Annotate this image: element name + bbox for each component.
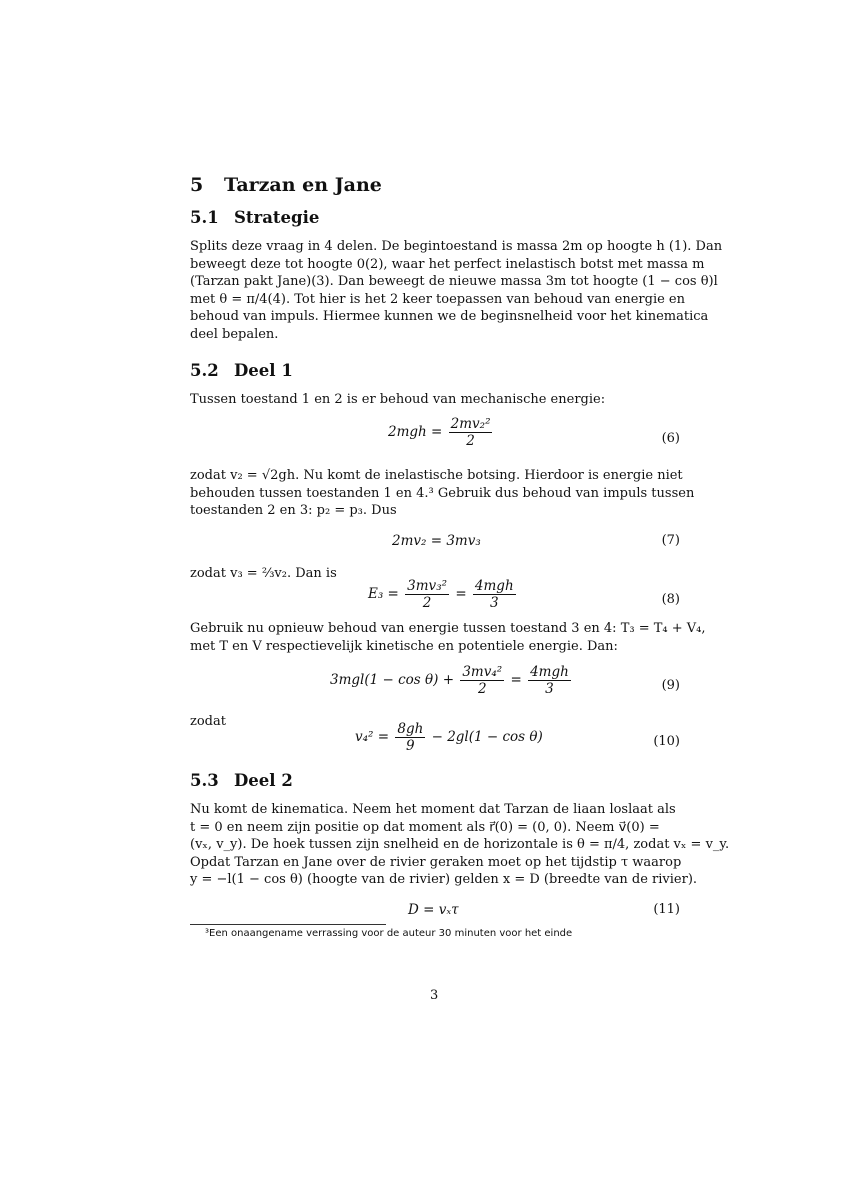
- text-line: (Tarzan pakt Jane)(3). Dan beweegt de nieuwe massa 3m tot hoogte (1 − cos θ)l: [190, 274, 718, 289]
- text-line: beweegt deze tot hoogte 0(2), waar het perfect inelastisch botst met massa m: [190, 257, 705, 272]
- text-line: toestanden 2 en 3: p₂ = p₃. Dus: [190, 503, 397, 518]
- text-line: t = 0 en neem zijn positie op dat moment als r⃗(0) = (0, 0). Neem v⃗(0) =: [190, 820, 660, 835]
- text-line: zodat v₂ = √2gh. Nu komt de inelastische botsing. Hierdoor is energie niet: [190, 468, 683, 483]
- text-line: zodat: [190, 714, 226, 729]
- text-line: Tussen toestand 1 en 2 is er behoud van mechanische energie:: [190, 392, 606, 407]
- text-line: Nu komt de kinematica. Neem het moment dat Tarzan de liaan loslaat als: [190, 802, 676, 817]
- text-line: Opdat Tarzan en Jane over de rivier geraken moet op het tijdstip τ waarop: [190, 855, 682, 870]
- equation-9: 3mgl(1 − cos θ) + $\frac{\text{3mv₄²}}{2}$ = $\frac{\text{4mgh}}{3}$: [330, 664, 569, 697]
- text-line: met θ = π/4(4). Tot hier is het 2 keer toepassen van behoud van energie en: [190, 292, 685, 307]
- text-line: behoud van impuls. Hiermee kunnen we de beginsnelheid voor het kinematica: [190, 309, 709, 324]
- equation-number: (9): [661, 678, 680, 693]
- footnote: ³Een onaangename verrassing voor de auteur 30 minuten voor het einde: [205, 928, 573, 939]
- footnote-rule: [190, 924, 386, 925]
- equation-8: E₃ = $\frac{\text{3mv₃²}}{2}$ = $\frac{\text{4mgh}}{3}$: [368, 578, 514, 611]
- fraction: $\frac{\text{3mv₄²}}{2}$: [462, 664, 503, 697]
- text-line: met T en V respectievelijk kinetische en potentiele energie. Dan:: [190, 639, 618, 654]
- text-line: deel bepalen.: [190, 327, 279, 342]
- subsection-heading-deel-2: 5.3 Deel 2: [190, 771, 293, 790]
- fraction: $\frac{\text{4mgh}}{3}$: [474, 578, 514, 611]
- section-heading: 5 Tarzan en Jane: [190, 174, 382, 196]
- equation-11: D = vₓτ: [408, 902, 459, 918]
- fraction: $\frac{\text{2mv₂²}}{2}$: [450, 416, 491, 449]
- text-line: zodat v₃ = ⅔v₂. Dan is: [190, 566, 337, 581]
- text-line: Gebruik nu opnieuw behoud van energie tussen toestand 3 en 4: T₃ = T₄ + V₄,: [190, 621, 706, 636]
- fraction: $\frac{\text{4mgh}}{3}$: [530, 664, 569, 697]
- equation-7: 2mv₂ = 3mv₃: [392, 533, 481, 549]
- text-line: behouden tussen toestanden 1 en 4.³ Gebruik dus behoud van impuls tussen: [190, 486, 695, 501]
- text-line: Splits deze vraag in 4 delen. De begintoestand is massa 2m op hoogte h (1). Dan: [190, 239, 723, 254]
- equation-10: v₄² = $\frac{8gh}{9}$ − 2gl(1 − cos θ): [355, 721, 543, 754]
- equation-number: (6): [661, 431, 680, 446]
- subsection-heading-deel-1: 5.2 Deel 1: [190, 361, 293, 380]
- equation-number: (8): [661, 592, 680, 607]
- equation-6: 2mgh = $\frac{\text{2mv₂²}}{2}$: [388, 416, 491, 449]
- fraction: $\frac{8gh}{9}$: [397, 721, 424, 754]
- fraction: $\frac{\text{3mv₃²}}{2}$: [407, 578, 448, 611]
- text-line: y = −l(1 − cos θ) (hoogte van de rivier) gelden x = D (breedte van de rivier).: [190, 872, 698, 887]
- equation-number: (7): [661, 533, 680, 548]
- equation-number: (11): [653, 902, 680, 917]
- text-line: (vₓ, v_y). De hoek tussen zijn snelheid en de horizontale is θ = π/4, zodat vₓ = v_y.: [190, 837, 730, 852]
- subsection-heading-strategie: 5.1 Strategie: [190, 208, 320, 227]
- page-number: 3: [430, 988, 439, 1003]
- equation-number: (10): [653, 734, 680, 749]
